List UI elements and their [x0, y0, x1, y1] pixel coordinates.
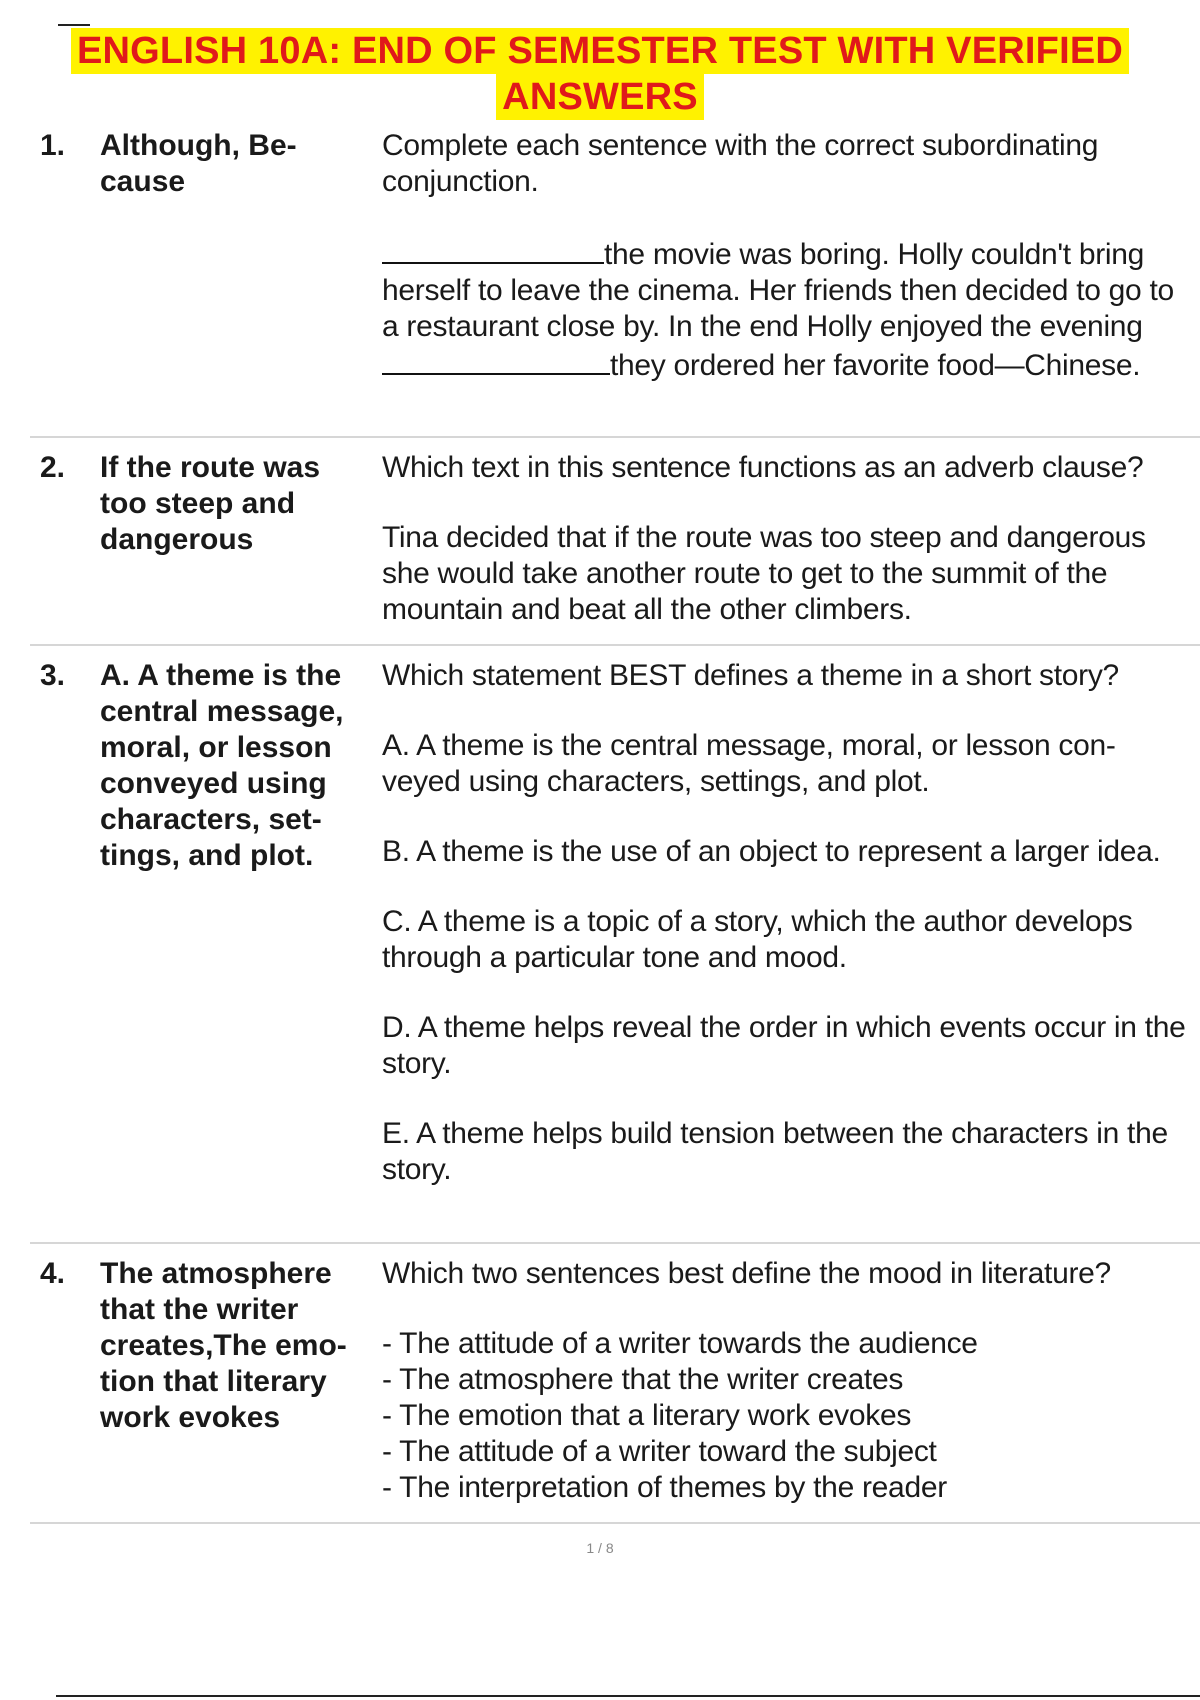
- option-3: - The emotion that a literary work evokes: [382, 1399, 912, 1432]
- title-line-2: ANSWERS: [496, 74, 704, 120]
- option-e: E. A theme helps build tension between the characters in the story.: [382, 1117, 1168, 1186]
- answer-text: The atmosphere that the writer creates,The emo- tion that literary work evokes: [100, 1257, 347, 1434]
- answer-blank-2: [382, 345, 610, 375]
- option-c: C. A theme is a topic of a story, which the author develops through a particular tone and mood.: [382, 905, 1133, 974]
- passage-part-2: they ordered her favorite food—Chinese.: [610, 349, 1141, 382]
- title-dash: [58, 24, 90, 26]
- answer-text: Although, Be- cause: [100, 129, 297, 198]
- question-text: [378, 1256, 1192, 1522]
- title-line-1: ENGLISH 10A: END OF SEMESTER TEST WITH VERIFIED: [71, 28, 1129, 74]
- question-prompt: Complete each sentence with the correct subordinating conjunction.: [382, 129, 1099, 198]
- question-item-4: [30, 1244, 1200, 1524]
- option-2: - The atmosphere that the writer creates: [382, 1363, 904, 1396]
- bottom-rule: [56, 1695, 1200, 1697]
- question-item-2: [30, 438, 1200, 646]
- option-b: B. A theme is the use of an object to represent a larger idea.: [382, 835, 1161, 868]
- question-prompt: Which statement BEST defines a theme in a short story?: [382, 659, 1119, 692]
- document-title: [0, 28, 1200, 120]
- question-number: 2.: [40, 451, 66, 484]
- question-prompt: Which two sentences best define the mood in literature?: [382, 1257, 1111, 1290]
- question-number: 1.: [40, 129, 66, 162]
- question-number: 3.: [40, 659, 66, 692]
- page-number: 1 / 8: [586, 1540, 614, 1556]
- question-list: [30, 128, 1200, 1524]
- option-d: D. A theme helps reveal the order in which events occur in the story.: [382, 1011, 1186, 1080]
- question-number: 4.: [40, 1257, 66, 1290]
- question-text: [378, 128, 1192, 436]
- question-item-1: [30, 128, 1200, 438]
- question-item-3: [30, 646, 1200, 1244]
- question-prompt: Which text in this sentence functions as an adverb clause?: [382, 451, 1144, 484]
- option-4: - The attitude of a writer toward the subject: [382, 1435, 937, 1468]
- option-1: - The attitude of a writer towards the audience: [382, 1327, 978, 1360]
- question-passage: [382, 234, 1192, 384]
- option-5: - The interpretation of themes by the reader: [382, 1471, 947, 1504]
- option-a: A. A theme is the central message, moral, or lesson con-veyed using characters, settings, and plot.: [382, 729, 1116, 798]
- question-text: [378, 450, 1192, 644]
- answer-text: If the route was too steep and dangerous: [100, 451, 321, 556]
- answer-blank-1: [382, 234, 604, 264]
- passage-part-1: the movie was boring. Holly couldn't bring herself to leave the cinema. Her friends then decided to go to a restaurant close by. In the end Holly enjoyed the evening: [382, 238, 1174, 343]
- answer-text: A. A theme is the central message, moral, or lesson conveyed using characters, set- tings, and plot.: [100, 659, 344, 872]
- question-sentence: Tina decided that if the route was too steep and dangerous she would take another route to get to the summit of the mountain and beat all the other climbers.: [382, 521, 1146, 626]
- question-text: [378, 658, 1192, 1242]
